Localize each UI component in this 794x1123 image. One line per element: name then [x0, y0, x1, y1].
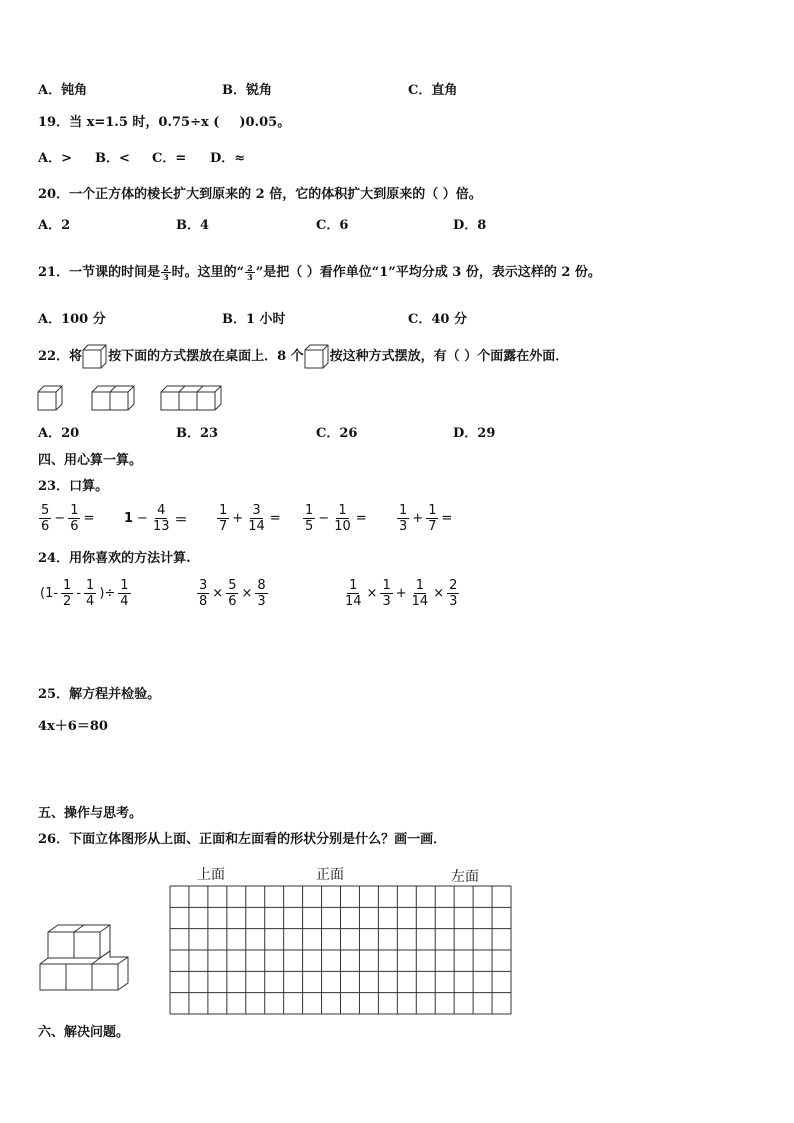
q18-option-a: A．钝角 [38, 83, 88, 98]
q20-option-d: D．8 [453, 218, 487, 233]
q20-option-c: C．6 [316, 218, 349, 233]
q24-title: 24．用你喜欢的方法计算. [38, 551, 191, 566]
q18-option-b: B．锐角 [222, 83, 272, 98]
fraction: $\frac{1}{3}$ [382, 578, 391, 609]
q19-option-b: B．< [95, 151, 130, 166]
label-top-view: 上面 [197, 867, 225, 883]
q19-prefix: 19．当 x=1.5 时，0.75÷x ( [38, 115, 220, 130]
fraction: $\frac{1}{7}$ [219, 503, 228, 534]
fraction: $\frac{3}{8}$ [199, 578, 208, 609]
q18-option-c: C．直角 [408, 83, 458, 98]
q22-option-b: B．23 [176, 426, 219, 441]
fraction: $\frac{8}{3}$ [257, 578, 266, 609]
cube-icon [304, 344, 330, 370]
fraction: $\frac{5}{6}$ [228, 578, 237, 609]
q21-question [38, 264, 601, 281]
fraction: $\frac{1}{14}$ [411, 578, 429, 609]
fraction: $\frac{1}{5}$ [305, 503, 314, 534]
fraction: $\frac{3}{14}$ [248, 503, 265, 534]
q19-question [38, 115, 290, 131]
q21-part3: ”是把（ ）看作单位“1”平均分成 3 份，表示这样的 2 份。 [255, 264, 601, 280]
q26-title: 26．下面立体图形从上面、正面和左面看的形状分别是什么？画一画． [38, 832, 447, 847]
fraction: $\frac{1}{7}$ [428, 503, 437, 534]
q22-part1: 22．将 [38, 349, 83, 364]
q21-fraction: $\frac{2}{3}$ [163, 263, 169, 282]
q21-option-a: A．100 分 [38, 312, 106, 327]
q23-title: 23．口算。 [38, 479, 109, 494]
q25-equation: 4x＋6＝80 [38, 719, 108, 734]
q21-fraction-quoted: $\frac{2}{3}$ [247, 263, 253, 282]
section-6-heading: 六、解决问题。 [38, 1025, 130, 1040]
label-left-view: 左面 [451, 869, 479, 885]
fraction: $\frac{1}{10}$ [334, 503, 351, 534]
q21-part2: 时。这里的“ [171, 264, 245, 280]
fraction: $\frac{1}{2}$ [63, 578, 72, 609]
q23-expr-2: 1 − $\frac{4}{13}$ ＝ [124, 503, 188, 534]
q21-option-c: C．40 分 [408, 312, 467, 327]
q20-option-b: B．4 [176, 218, 210, 233]
cube-arrangement-figure [36, 384, 226, 412]
fraction: $\frac{1}{6}$ [70, 503, 79, 534]
q23-expr-5: $\frac{1}{3}$ + $\frac{1}{7}$ = [399, 503, 453, 534]
answer-grid[interactable] [169, 885, 512, 1015]
q21-option-b: B．1 小时 [222, 312, 286, 327]
q21-part1: 21．一节课的时间是 [38, 264, 161, 280]
cube-icon [82, 344, 108, 370]
q22-part3: 按这种方式摆放，有（ ）个面露在外面． [329, 349, 569, 364]
fraction: $\frac{1}{4}$ [86, 578, 95, 609]
q20-question: 20．一个正方体的棱长扩大到原来的 2 倍，它的体积扩大到原来的（ ）倍。 [38, 187, 482, 202]
q19-option-d: D．≈ [210, 151, 246, 166]
q23-expr-4: $\frac{1}{5}$ − $\frac{1}{10}$ = [305, 503, 367, 534]
section-4-heading: 四、用心算一算。 [38, 453, 143, 468]
q22-option-d: D．29 [453, 426, 496, 441]
q23-expr-1: $\frac{5}{6}$ − $\frac{1}{6}$ = [41, 503, 95, 534]
q19-option-a: A．> [38, 151, 72, 166]
stacked-cubes-figure [38, 922, 136, 994]
q22-question [38, 344, 568, 370]
section-5-heading: 五、操作与思考。 [38, 806, 143, 821]
fraction: $\frac{1}{4}$ [120, 578, 129, 609]
fraction: $\frac{2}{3}$ [449, 578, 458, 609]
q22-part2: 按下面的方式摆放在桌面上．8 个 [108, 349, 304, 364]
q25-title: 25．解方程并检验。 [38, 687, 161, 702]
fraction: $\frac{1}{14}$ [345, 578, 362, 609]
q22-option-a: A．20 [38, 426, 80, 441]
q24-expr-1: (1- $\frac{1}{2}$ - $\frac{1}{4}$ )÷ $\frac{1}{4}$ [40, 578, 129, 609]
fraction: $\frac{5}{6}$ [41, 503, 50, 534]
label-front-view: 正面 [316, 867, 344, 883]
q23-expr-3: $\frac{1}{7}$ + $\frac{3}{14}$ = [219, 503, 281, 534]
q19-option-c: C．= [152, 151, 187, 166]
fraction: $\frac{4}{13}$ [152, 503, 170, 534]
q24-expr-3: $\frac{1}{14}$ × $\frac{1}{3}$ + $\frac{1}{14}$ × $\frac{2}{3}$ [345, 578, 458, 609]
q22-option-c: C．26 [316, 426, 358, 441]
q24-expr-2: $\frac{3}{8}$ × $\frac{5}{6}$ × $\frac{8}{3}$ [199, 578, 266, 609]
q20-option-a: A．2 [38, 218, 71, 233]
fraction: $\frac{1}{3}$ [399, 503, 408, 534]
q19-suffix: )0.05。 [239, 115, 291, 130]
